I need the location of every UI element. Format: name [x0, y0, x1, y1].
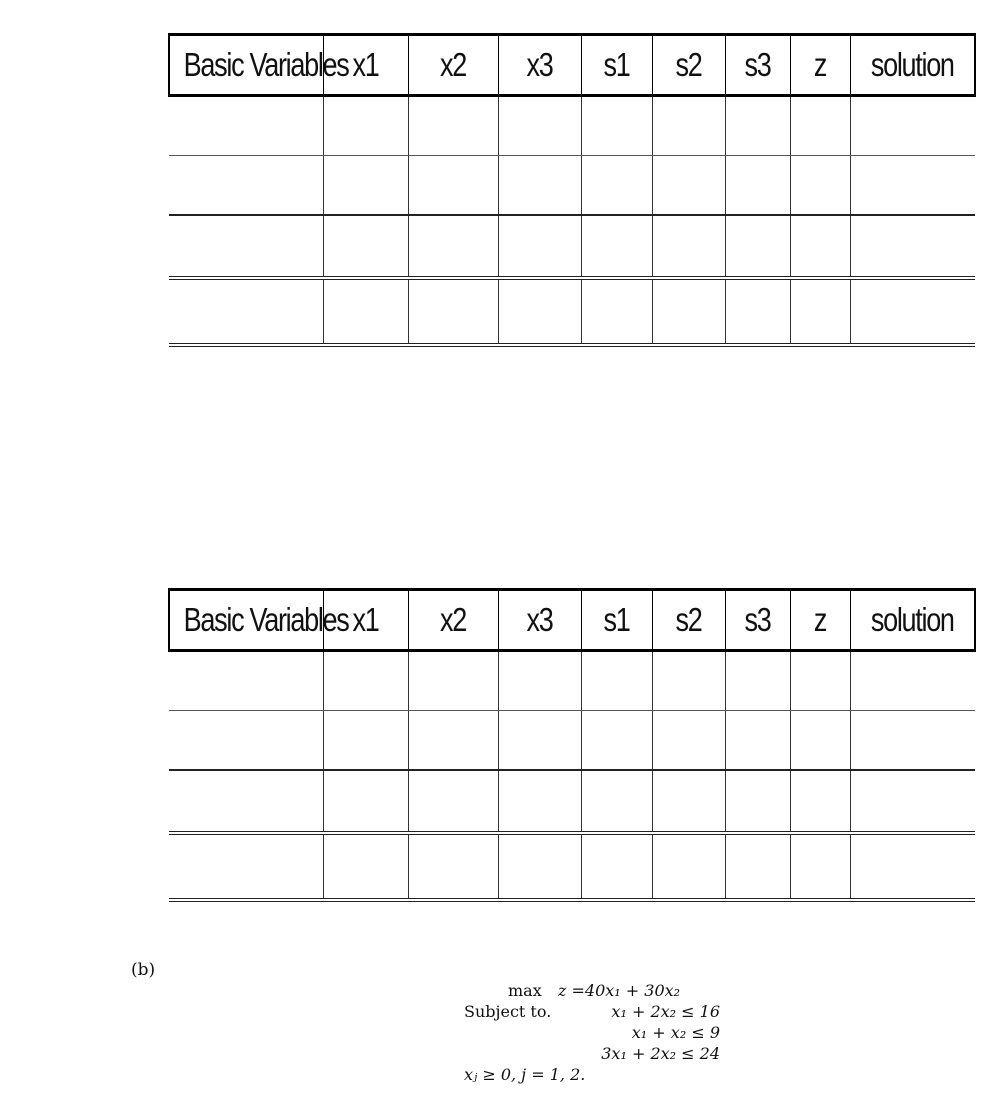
header-x2: x2 [416, 590, 490, 651]
table-cell [498, 96, 581, 156]
table-cell [725, 711, 790, 771]
table-cell [652, 156, 725, 216]
table-cell [498, 156, 581, 216]
table-cell [581, 833, 652, 900]
table-cell [850, 215, 975, 278]
table-cell [498, 833, 581, 900]
table-cell [725, 278, 790, 345]
table-cell [850, 833, 975, 900]
table-cell [581, 156, 652, 216]
table-cell [169, 96, 323, 156]
table-cell [323, 96, 408, 156]
table-cell [725, 156, 790, 216]
table-cell [169, 833, 323, 900]
table-cell [652, 833, 725, 900]
header-solution: solution [861, 35, 964, 96]
header-solution: solution [861, 590, 964, 651]
table-row [169, 215, 975, 278]
table-cell [652, 711, 725, 771]
table-cell [581, 711, 652, 771]
table-cell [498, 711, 581, 771]
table-cell [408, 96, 498, 156]
header-z: z [795, 35, 844, 96]
table-cell [323, 770, 408, 833]
table-cell [725, 96, 790, 156]
header-x1: x1 [331, 35, 401, 96]
table-cell [790, 215, 850, 278]
table-cell [581, 651, 652, 711]
header-x3: x3 [505, 590, 573, 651]
table-cell [850, 711, 975, 771]
constraint: x₁ + 2x₂ ≤ 16 [611, 1002, 720, 1021]
table-cell [725, 833, 790, 900]
header-basic-variables: Basic Variables [183, 35, 309, 96]
table-cell [169, 278, 323, 345]
table-cell [408, 215, 498, 278]
table-cell [323, 711, 408, 771]
table-cell [850, 651, 975, 711]
table-cell [408, 770, 498, 833]
table-cell [790, 711, 850, 771]
table-cell [169, 156, 323, 216]
table-row [169, 156, 975, 216]
table-cell [725, 651, 790, 711]
objective-keyword: max [508, 981, 542, 1000]
header-basic-variables: Basic Variables [183, 590, 309, 651]
table-cell [581, 770, 652, 833]
table-cell [652, 770, 725, 833]
header-x2: x2 [416, 35, 490, 96]
header-x1: x1 [331, 590, 401, 651]
table-cell [169, 215, 323, 278]
table-cell [169, 651, 323, 711]
table-cell [850, 770, 975, 833]
table-cell [652, 651, 725, 711]
table-cell [323, 833, 408, 900]
table-cell [498, 278, 581, 345]
table-cell [581, 278, 652, 345]
table-cell [790, 651, 850, 711]
table-cell [581, 215, 652, 278]
header-s1: s1 [587, 35, 645, 96]
table-cell [790, 96, 850, 156]
table-cell [408, 156, 498, 216]
objective-function: z =40x₁ + 30x₂ [558, 981, 681, 1000]
header-s3: s3 [731, 590, 784, 651]
table-cell [169, 770, 323, 833]
table-cell [408, 651, 498, 711]
table-cell [790, 833, 850, 900]
table-row [169, 833, 975, 900]
table-cell [323, 156, 408, 216]
table-cell [790, 156, 850, 216]
table-cell [850, 156, 975, 216]
table-cell [408, 711, 498, 771]
header-s2: s2 [659, 35, 719, 96]
constraint: x₁ + x₂ ≤ 9 [631, 1023, 720, 1042]
table-cell [790, 770, 850, 833]
table-cell [850, 96, 975, 156]
table-cell [652, 278, 725, 345]
table-cell [725, 215, 790, 278]
header-s3: s3 [731, 35, 784, 96]
table-cell [323, 215, 408, 278]
table-cell [323, 651, 408, 711]
table-cell [652, 96, 725, 156]
table-cell [725, 770, 790, 833]
table-cell [323, 278, 408, 345]
nonnegativity-constraint: xⱼ ≥ 0, j = 1, 2. [464, 1065, 586, 1084]
table-cell [408, 833, 498, 900]
header-x3: x3 [505, 35, 573, 96]
constraint: 3x₁ + 2x₂ ≤ 24 [601, 1044, 720, 1063]
table-cell [790, 278, 850, 345]
table-cell [498, 215, 581, 278]
subject-to-label: Subject to. [464, 1002, 552, 1021]
table-cell [498, 651, 581, 711]
tableau-header-row [169, 590, 975, 651]
tableau-header-row [169, 35, 975, 96]
table-cell [652, 215, 725, 278]
table-cell [498, 770, 581, 833]
header-s1: s1 [587, 590, 645, 651]
table-row [169, 770, 975, 833]
table-cell [581, 96, 652, 156]
table-cell [169, 711, 323, 771]
table-cell [408, 278, 498, 345]
table-cell [850, 278, 975, 345]
part-label: (b) [131, 960, 156, 980]
simplex-tableau-1 [168, 33, 976, 347]
simplex-tableau-2 [168, 588, 976, 902]
header-z: z [795, 590, 844, 651]
header-s2: s2 [659, 590, 719, 651]
table-row [169, 711, 975, 771]
table-row [169, 278, 975, 345]
table-row [169, 651, 975, 711]
table-row [169, 96, 975, 156]
